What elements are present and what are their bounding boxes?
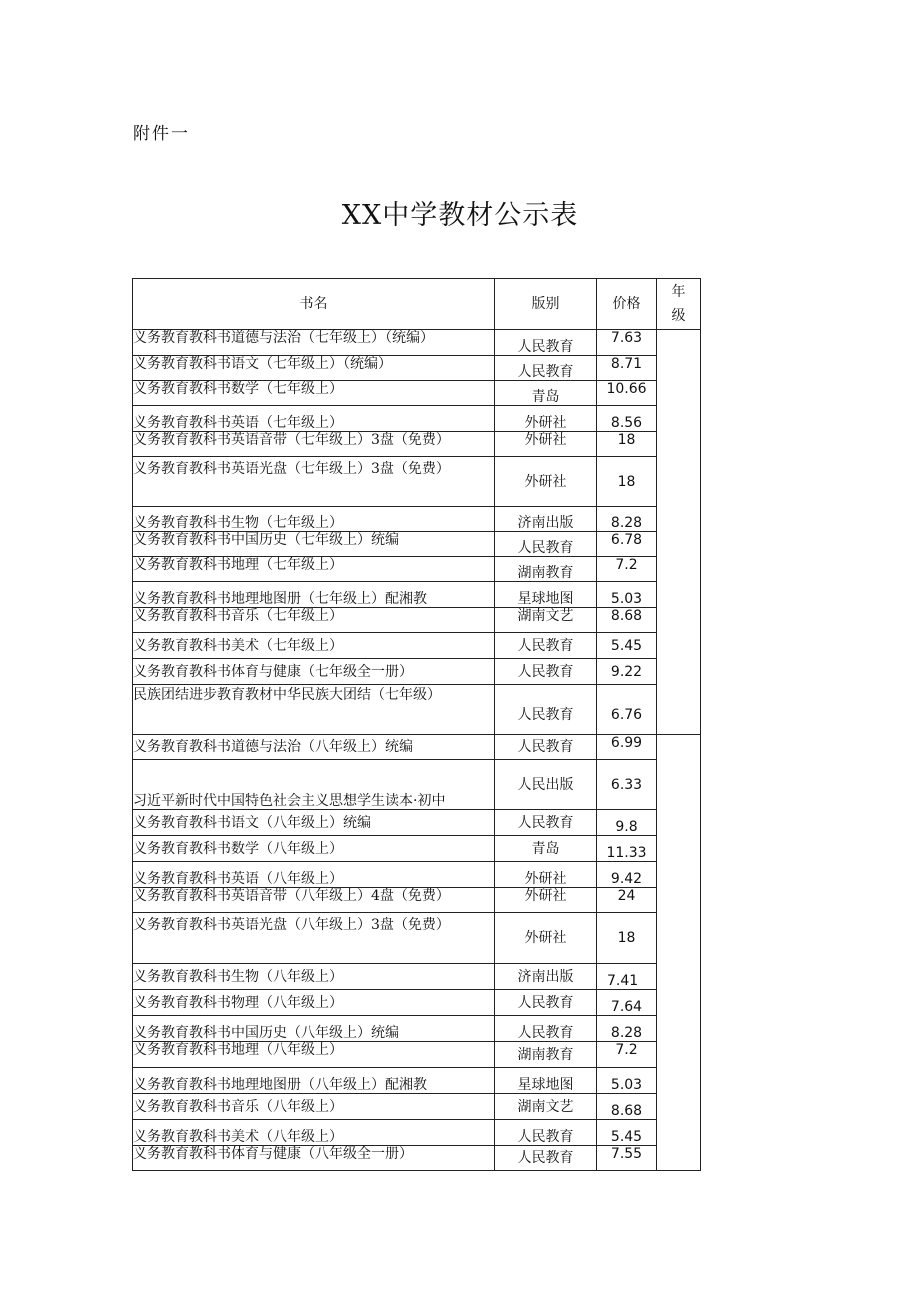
table-row: [133, 432, 701, 457]
publisher-cell: 外研社: [495, 888, 597, 913]
book-name-cell: 义务教育教科书中国历史（八年级上）统编: [133, 1016, 495, 1042]
table-row: [133, 1094, 701, 1120]
publisher-cell: 青岛: [495, 381, 597, 406]
price-cell: 11.33: [597, 836, 657, 862]
publisher-cell: 外研社: [495, 406, 597, 432]
price-cell: 7.2: [597, 1042, 657, 1068]
publisher-cell: 人民教育: [495, 633, 597, 659]
price-cell: 7.2: [597, 557, 657, 582]
price-cell: 8.68: [597, 608, 657, 633]
book-name-cell: 义务教育教科书地理（八年级上）: [133, 1042, 495, 1068]
table-row: [133, 330, 701, 356]
publisher-cell: 人民教育: [495, 990, 597, 1016]
price-cell: 8.68: [597, 1094, 657, 1120]
publisher-cell: 外研社: [495, 457, 597, 507]
table-row: [133, 582, 701, 608]
price-cell: 7.63: [597, 330, 657, 356]
book-name-cell: 义务教育教科书音乐（八年级上）: [133, 1094, 495, 1120]
book-name-cell: 义务教育教科书地理地图册（七年级上）配湘教: [133, 582, 495, 608]
header-grade-text: 年级: [671, 284, 686, 324]
table-row: [133, 557, 701, 582]
publisher-cell: 湖南教育: [495, 1042, 597, 1068]
price-cell: 9.8: [597, 810, 657, 836]
table-row: [133, 1146, 701, 1171]
table-row: [133, 685, 701, 735]
table-row: [133, 406, 701, 432]
book-name-cell: 义务教育教科书英语光盘（七年级上）3盘（免费）: [133, 457, 495, 507]
table-row: [133, 810, 701, 836]
price-cell: 18: [597, 432, 657, 457]
publisher-cell: 人民教育: [495, 659, 597, 685]
grade-cell: [657, 330, 701, 735]
book-name-cell: 义务教育教科书生物（八年级上）: [133, 964, 495, 990]
publisher-cell: 人民教育: [495, 330, 597, 356]
table-row: [133, 964, 701, 990]
publisher-cell: 济南出版: [495, 964, 597, 990]
publisher-cell: 人民教育: [495, 685, 597, 735]
price-cell: 6.78: [597, 532, 657, 557]
table-row: [133, 1120, 701, 1146]
book-name-cell: 习近平新时代中国特色社会主义思想学生读本·初中: [133, 760, 495, 810]
table-row: [133, 633, 701, 659]
price-cell: 6.76: [597, 685, 657, 735]
publisher-cell: 外研社: [495, 432, 597, 457]
table-row: [133, 888, 701, 913]
publisher-cell: 星球地图: [495, 582, 597, 608]
book-name-cell: 义务教育教科书道德与法治（七年级上）（统编）: [133, 330, 495, 356]
publisher-cell: 人民教育: [495, 356, 597, 381]
publisher-cell: 人民教育: [495, 532, 597, 557]
book-name-cell: 义务教育教科书美术（八年级上）: [133, 1120, 495, 1146]
publisher-cell: 湖南文艺: [495, 1094, 597, 1120]
publisher-cell: 人民教育: [495, 1016, 597, 1042]
table-row: [133, 836, 701, 862]
book-name-cell: 义务教育教科书体育与健康（七年级全一册）: [133, 659, 495, 685]
table-row: [133, 457, 701, 507]
document-title: XX中学教材公示表: [341, 200, 579, 231]
publisher-cell: 济南出版: [495, 507, 597, 532]
price-cell: 5.45: [597, 633, 657, 659]
book-name-cell: 义务教育教科书地理地图册（八年级上）配湘教: [133, 1068, 495, 1094]
book-name-cell: 义务教育教科书语文（八年级上）统编: [133, 810, 495, 836]
book-name-cell: 义务教育教科书物理（八年级上）: [133, 990, 495, 1016]
table-row: [133, 913, 701, 964]
price-cell: 8.71: [597, 356, 657, 381]
publisher-cell: 人民出版: [495, 760, 597, 810]
book-name-cell: 义务教育教科书英语（八年级上）: [133, 862, 495, 888]
book-name-cell: 义务教育教科书体育与健康（八年级全一册）: [133, 1146, 495, 1171]
table-row: [133, 1068, 701, 1094]
table-row: [133, 659, 701, 685]
price-cell: 18: [597, 457, 657, 507]
table-row: [133, 1042, 701, 1068]
book-name-cell: 义务教育教科书数学（七年级上）: [133, 381, 495, 406]
publisher-cell: 人民教育: [495, 1146, 597, 1171]
book-name-cell: 义务教育教科书地理（七年级上）: [133, 557, 495, 582]
price-cell: 7.41: [597, 964, 657, 990]
table-row: [133, 760, 701, 810]
publisher-cell: 湖南文艺: [495, 608, 597, 633]
book-name-cell: 义务教育教科书英语光盘（八年级上）3盘（免费）: [133, 913, 495, 964]
table-header-row: [133, 279, 701, 330]
price-cell: 9.22: [597, 659, 657, 685]
price-cell: 18: [597, 913, 657, 964]
price-cell: 5.45: [597, 1120, 657, 1146]
publisher-cell: 星球地图: [495, 1068, 597, 1094]
book-name-cell: 义务教育教科书英语音带（八年级上）4盘（免费）: [133, 888, 495, 913]
price-cell: 7.64: [597, 990, 657, 1016]
price-cell: 6.99: [597, 735, 657, 760]
table-row: [133, 507, 701, 532]
book-name-cell: 义务教育教科书生物（七年级上）: [133, 507, 495, 532]
header-publisher: 版别: [495, 279, 597, 330]
publisher-cell: 湖南教育: [495, 557, 597, 582]
book-name-cell: 义务教育教科书道德与法治（八年级上）统编: [133, 735, 495, 760]
price-cell: 6.33: [597, 760, 657, 810]
publisher-cell: 人民教育: [495, 735, 597, 760]
table-row: [133, 532, 701, 557]
table-row: [133, 1016, 701, 1042]
price-cell: 8.56: [597, 406, 657, 432]
price-cell: 5.03: [597, 582, 657, 608]
header-price: 价格: [597, 279, 657, 330]
attachment-label: 附件一: [133, 124, 190, 144]
price-cell: 7.55: [597, 1146, 657, 1171]
table-row: [133, 862, 701, 888]
price-cell: 8.28: [597, 507, 657, 532]
table-row: [133, 735, 701, 760]
grade-cell: [657, 735, 701, 1171]
price-cell: 9.42: [597, 862, 657, 888]
publisher-cell: 外研社: [495, 913, 597, 964]
book-name-cell: 义务教育教科书语文（七年级上）（统编）: [133, 356, 495, 381]
book-name-cell: 义务教育教科书中国历史（七年级上）统编: [133, 532, 495, 557]
book-name-cell: 义务教育教科书英语（七年级上）: [133, 406, 495, 432]
book-name-cell: 义务教育教科书美术（七年级上）: [133, 633, 495, 659]
table-row: [133, 990, 701, 1016]
table-row: [133, 608, 701, 633]
book-name-cell: 义务教育教科书音乐（七年级上）: [133, 608, 495, 633]
price-cell: 10.66: [597, 381, 657, 406]
publisher-cell: 人民教育: [495, 810, 597, 836]
price-cell: 24: [597, 888, 657, 913]
publisher-cell: 外研社: [495, 862, 597, 888]
book-name-cell: 义务教育教科书数学（八年级上）: [133, 836, 495, 862]
price-cell: 8.28: [597, 1016, 657, 1042]
publisher-cell: 人民教育: [495, 1120, 597, 1146]
header-book-name: 书名: [133, 279, 495, 330]
header-grade: [657, 279, 701, 330]
price-cell: 5.03: [597, 1068, 657, 1094]
book-name-cell: 民族团结进步教育教材中华民族大团结（七年级）: [133, 685, 495, 735]
table-row: [133, 356, 701, 381]
publisher-cell: 青岛: [495, 836, 597, 862]
book-name-cell: 义务教育教科书英语音带（七年级上）3盘（免费）: [133, 432, 495, 457]
table-row: [133, 381, 701, 406]
textbook-table: [132, 278, 701, 1171]
